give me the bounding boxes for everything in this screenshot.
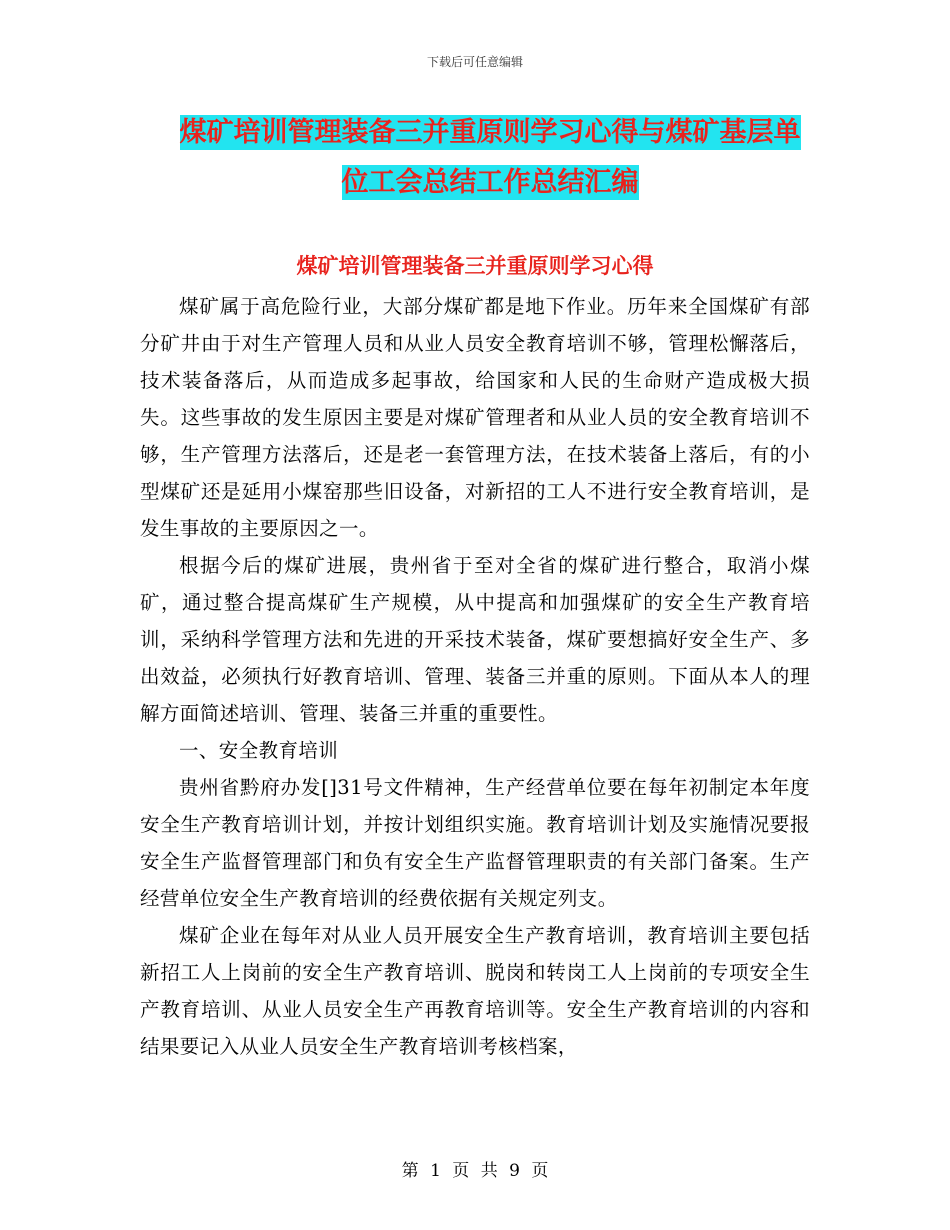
document-title	[140, 108, 840, 208]
subheading: 一、安全教育培训	[179, 739, 339, 762]
document-body	[140, 288, 810, 1065]
header-note: 下载后可任意编辑	[426, 55, 523, 69]
paragraph: 贵州省黔府办发[]31号文件精神，生产经营单位要在每年初制定本年度安全生产教育培训计划，并按计划组织实施。教育培训计划及实施情况要报安全生产监督管理部门和负有安全生产监督管理职责的有关部门备案。生产经营单位安全生产教育培训的经费依据有关规定列支。	[140, 776, 810, 910]
page-footer: 第 1 页 共 9 页	[401, 1161, 549, 1181]
paragraph: 煤矿企业在每年对从业人员开展安全生产教育培训，教育培训主要包括新招工人上岗前的安全生产教育培训、脱岗和转岗工人上岗前的专项安全生产教育培训、从业人员安全生产再教育培训等。安全生产教育培训的内容和结果要记入从业人员安全生产教育培训考核档案，	[140, 924, 810, 1058]
title-line-1: 煤矿培训管理装备三并重原则学习心得与煤矿基层单	[179, 117, 801, 148]
title-line-2: 位工会总结工作总结汇编	[341, 167, 639, 198]
section-title: 煤矿培训管理装备三并重原则学习心得	[296, 254, 654, 278]
paragraph: 煤矿属于高危险行业，大部分煤矿都是地下作业。历年来全国煤矿有部分矿井由于对生产管理人员和从业人员安全教育培训不够，管理松懈落后，技术装备落后，从而造成多起事故，给国家和人民的生命财产造成极大损失。这些事故的发生原因主要是对煤矿管理者和从业人员的安全教育培训不够，生产管理方法落后，还是老一套管理方法，在技术装备上落后，有的小型煤矿还是延用小煤窑那些旧设备，对新招的工人不进行安全教育培训，是发生事故的主要原因之一。	[140, 295, 810, 540]
paragraph: 根据今后的煤矿进展，贵州省于至对全省的煤矿进行整合，取消小煤矿，通过整合提高煤矿生产规模，从中提高和加强煤矿的安全生产教育培训，采纳科学管理方法和先进的开采技术装备，煤矿要想搞好安全生产、多出效益，必须执行好教育培训、管理、装备三并重的原则。下面从本人的理解方面简述培训、管理、装备三并重的重要性。	[140, 554, 810, 725]
